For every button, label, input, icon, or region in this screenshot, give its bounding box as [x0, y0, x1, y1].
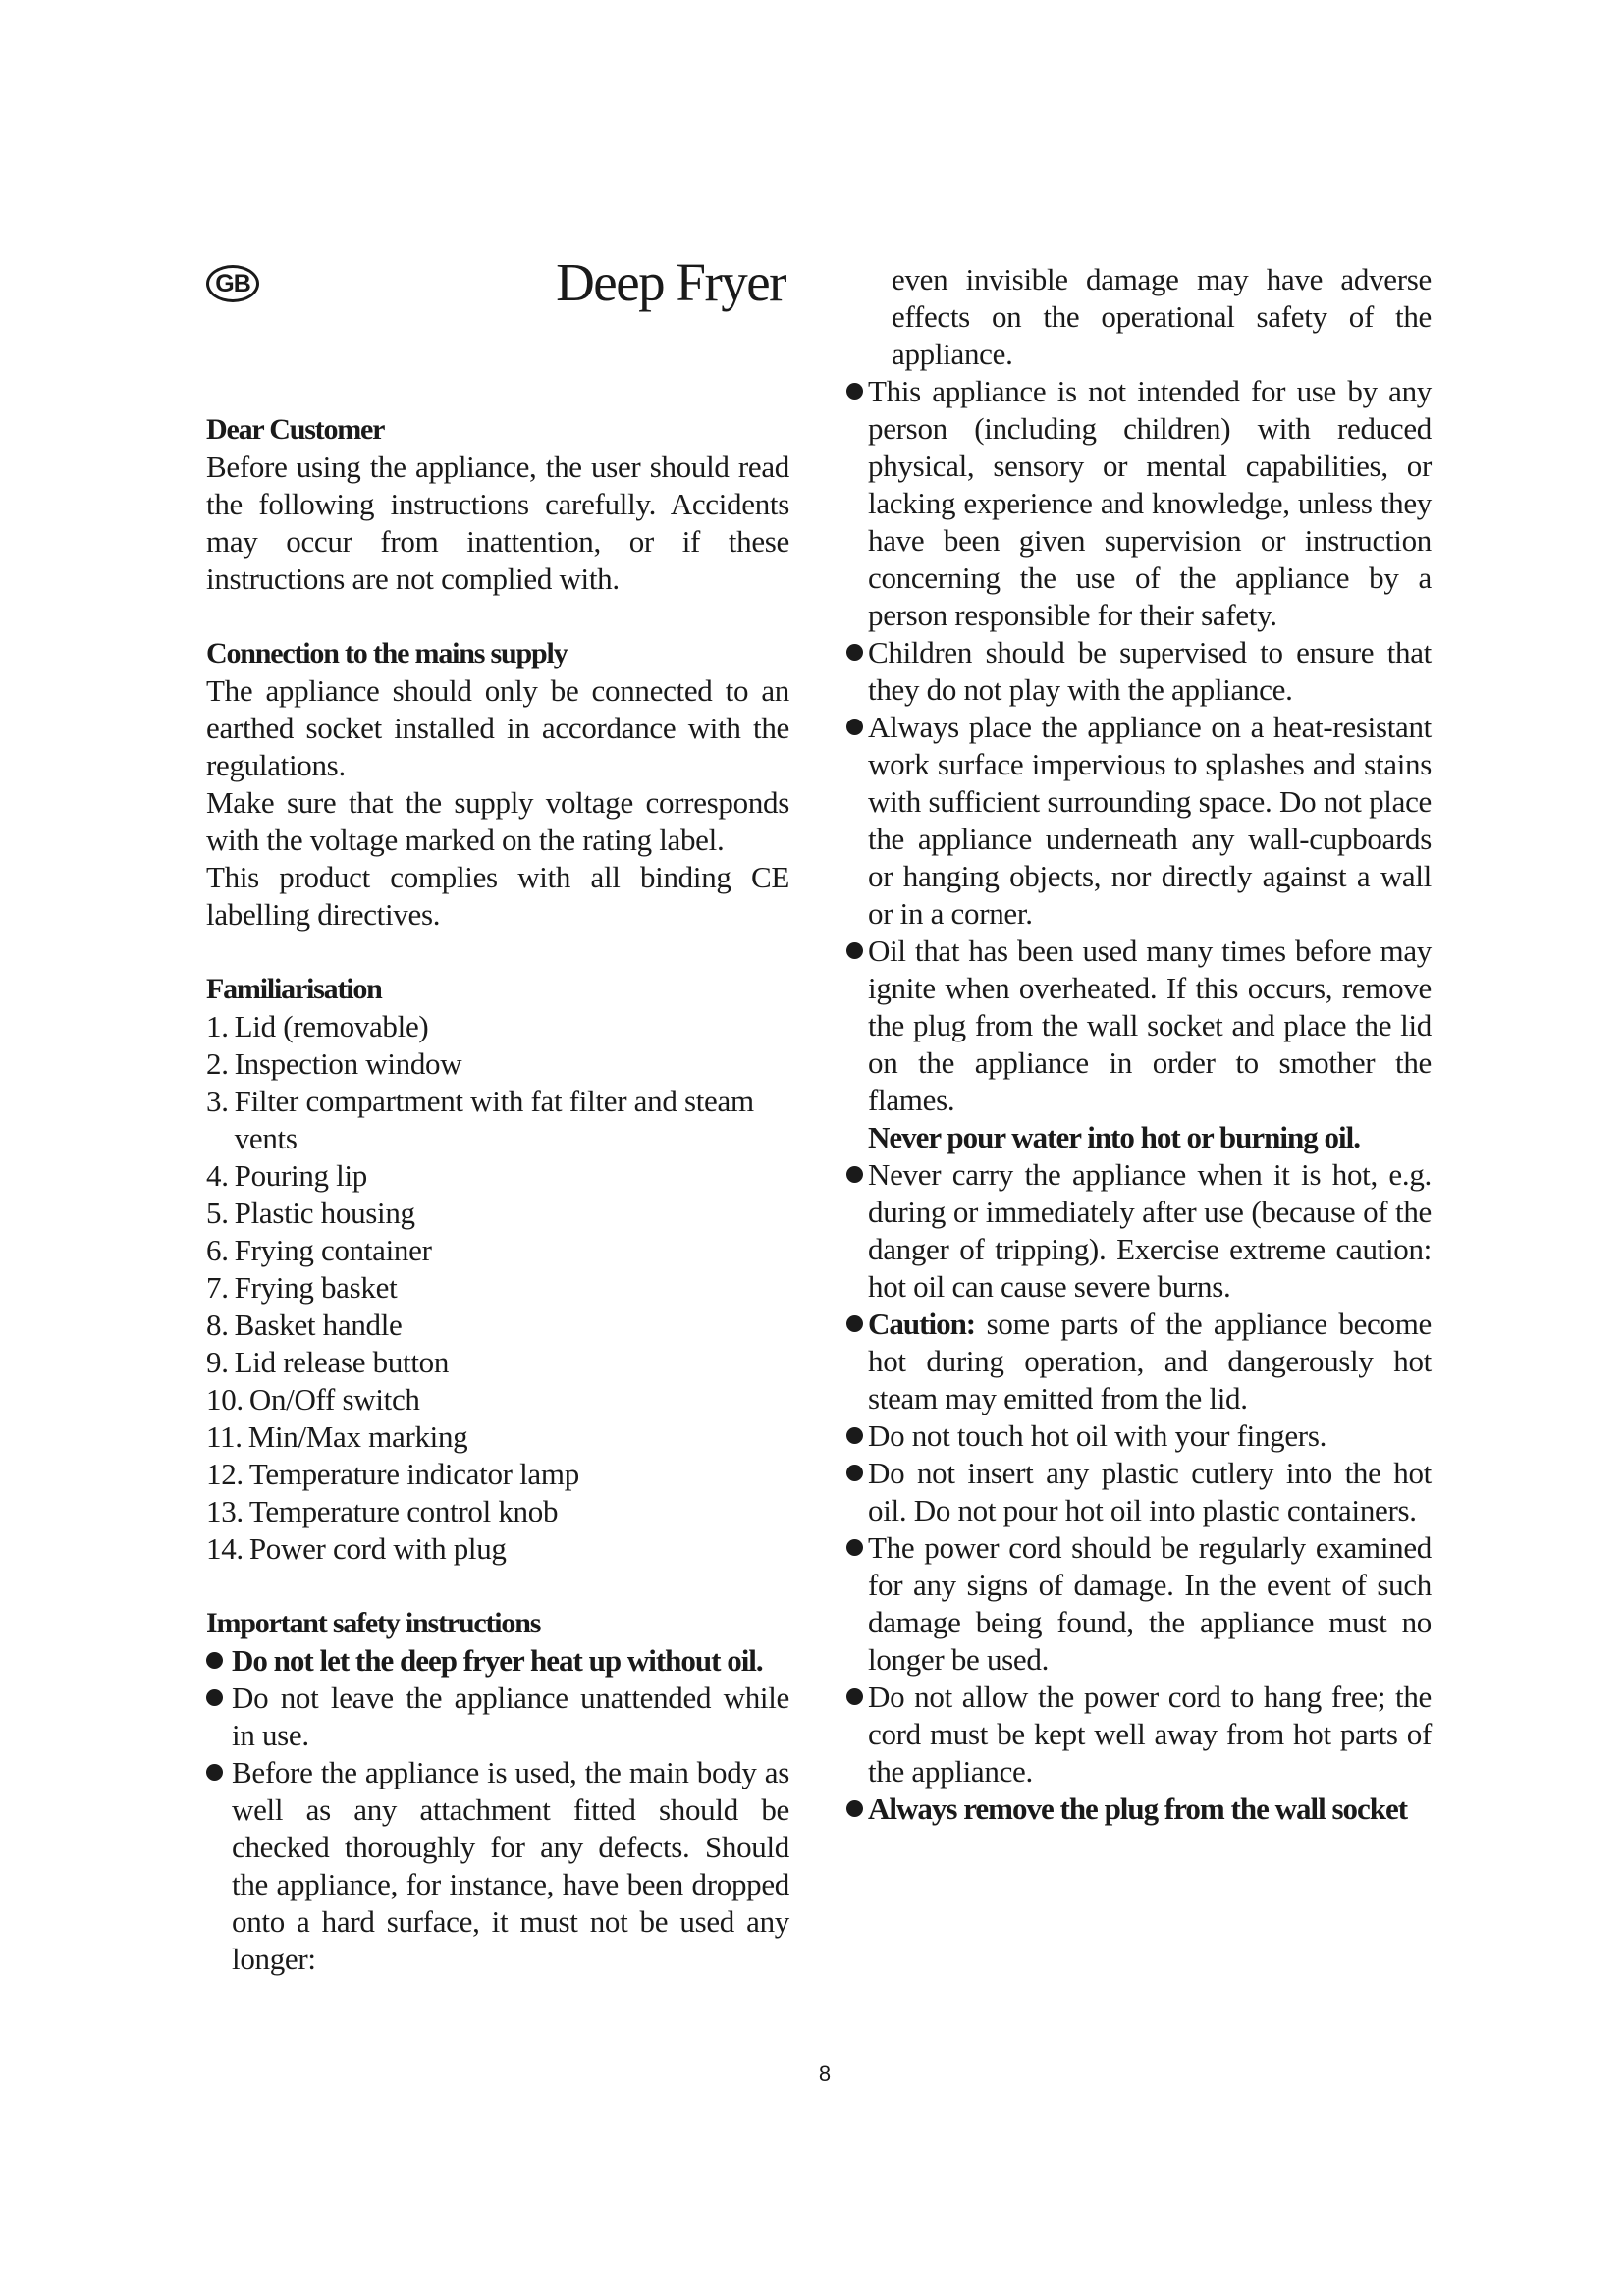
safety-list-right	[846, 373, 1432, 1828]
bullet-icon	[846, 634, 868, 709]
safety-item: Do not let the deep fryer heat up without oil.	[206, 1642, 789, 1680]
parts-list-item: 10. On/Off switch	[206, 1382, 420, 1416]
parts-list-item: 8. Basket handle	[206, 1308, 403, 1342]
bullet-icon	[846, 1417, 868, 1455]
page-number: 8	[818, 2061, 832, 2086]
oil-warning: Never pour water into hot or burning oil.	[868, 1120, 1360, 1154]
bullet-icon	[206, 1642, 228, 1680]
safety-item: Before the appliance is used, the main body as well as any attachment fitted should be checked thoroughly for any defects. Should the appliance, for instance, have been dropped onto a hard surface, it must not be used any longer:	[206, 1754, 789, 1978]
bullet-icon	[846, 933, 868, 1156]
connection-text-2: Make sure that the supply voltage corresponds with the voltage marked on the rating label.	[206, 785, 789, 857]
caution-label: Caution:	[868, 1307, 976, 1341]
bullet-icon	[206, 1754, 228, 1978]
parts-list-item: 13. Temperature control knob	[206, 1494, 559, 1528]
parts-list-item: 4. Pouring lip	[206, 1158, 368, 1193]
safety-item: Children should be supervised to ensure that they do not play with the appliance.	[846, 634, 1432, 709]
parts-list	[206, 1008, 789, 1568]
bullet-icon	[846, 1790, 868, 1828]
safety-item: Do not insert any plastic cutlery into the hot oil. Do not pour hot oil into plastic containers.	[846, 1455, 1432, 1529]
dear-customer-heading: Dear Customer	[206, 413, 385, 446]
dear-customer-text: Before using the appliance, the user should read the following instructions carefully. Accidents may occur from inattention, or if these instructions are not complied with.	[206, 450, 789, 596]
connection-text-1: The appliance should only be connected to an earthed socket installed in accordance with the regulations.	[206, 673, 789, 782]
bullet-icon	[846, 1156, 868, 1306]
parts-list-item: 9. Lid release button	[206, 1345, 450, 1379]
page-title: Deep Fryer	[556, 252, 785, 312]
bullet-icon	[206, 1680, 228, 1754]
safety-item: Caution: some parts of the appliance become hot during operation, and dangerously hot steam may emitted from the lid.	[846, 1306, 1432, 1417]
safety-list-left	[206, 1642, 789, 1978]
parts-list-item: 3. Filter compartment with fat filter and steam vents	[206, 1084, 754, 1155]
safety-item: The power cord should be regularly examined for any signs of damage. In the event of such damage being found, the appliance must no longer be used.	[846, 1529, 1432, 1679]
parts-list-item: 1. Lid (removable)	[206, 1009, 429, 1043]
safety-continuation: even invisible damage may have adverse effects on the operational safety of the appliance.	[892, 262, 1432, 371]
parts-list-item: 7. Frying basket	[206, 1270, 398, 1305]
safety-item: Always place the appliance on a heat-resistant work surface impervious to splashes and stains with sufficient surrounding space. Do not place the appliance underneath any wall-cupboards or hanging objects, nor directly against a wall or in a corner.	[846, 709, 1432, 933]
country-badge-gb: GB	[206, 265, 259, 302]
connection-text-3: This product complies with all binding CE labelling directives.	[206, 860, 789, 932]
familiarisation-heading: Familiarisation	[206, 973, 382, 1005]
parts-list-item: 6. Frying container	[206, 1233, 432, 1267]
safety-item: Do not touch hot oil with your fingers.	[846, 1417, 1432, 1455]
bullet-icon	[846, 1529, 868, 1679]
safety-item: Oil that has been used many times before may ignite when overheated. If this occurs, remove the plug from the wall socket and place the lid on the appliance in order to smother the flames. Never pour water into hot or burning oil.	[846, 933, 1432, 1156]
parts-list-item: 14. Power cord with plug	[206, 1531, 507, 1566]
connection-heading: Connection to the mains supply	[206, 637, 568, 669]
right-column	[846, 261, 1432, 1828]
safety-heading: Important safety instructions	[206, 1607, 541, 1639]
bullet-icon	[846, 373, 868, 634]
parts-list-item: 11. Min/Max marking	[206, 1419, 468, 1454]
left-column	[206, 411, 789, 1978]
parts-list-item: 12. Temperature indicator lamp	[206, 1457, 579, 1491]
parts-list-item: 5. Plastic housing	[206, 1196, 415, 1230]
safety-item: Do not allow the power cord to hang free; the cord must be kept well away from hot parts of the appliance.	[846, 1679, 1432, 1790]
bullet-icon	[846, 1455, 868, 1529]
bullet-icon	[846, 1306, 868, 1417]
safety-item: Do not leave the appliance unattended while in use.	[206, 1680, 789, 1754]
safety-item: Never carry the appliance when it is hot, e.g. during or immediately after use (because of the danger of tripping). Exercise extreme caution: hot oil can cause severe burns.	[846, 1156, 1432, 1306]
safety-item: This appliance is not intended for use by any person (including children) with reduced physical, sensory or mental capabilities, or lacking experience and knowledge, unless they have been given supervision or instruction concerning the use of the appliance by a person responsible for their safety.	[846, 373, 1432, 634]
bullet-icon	[846, 709, 868, 933]
parts-list-item: 2. Inspection window	[206, 1046, 462, 1081]
bullet-icon	[846, 1679, 868, 1790]
safety-item: Always remove the plug from the wall socket	[846, 1790, 1432, 1828]
